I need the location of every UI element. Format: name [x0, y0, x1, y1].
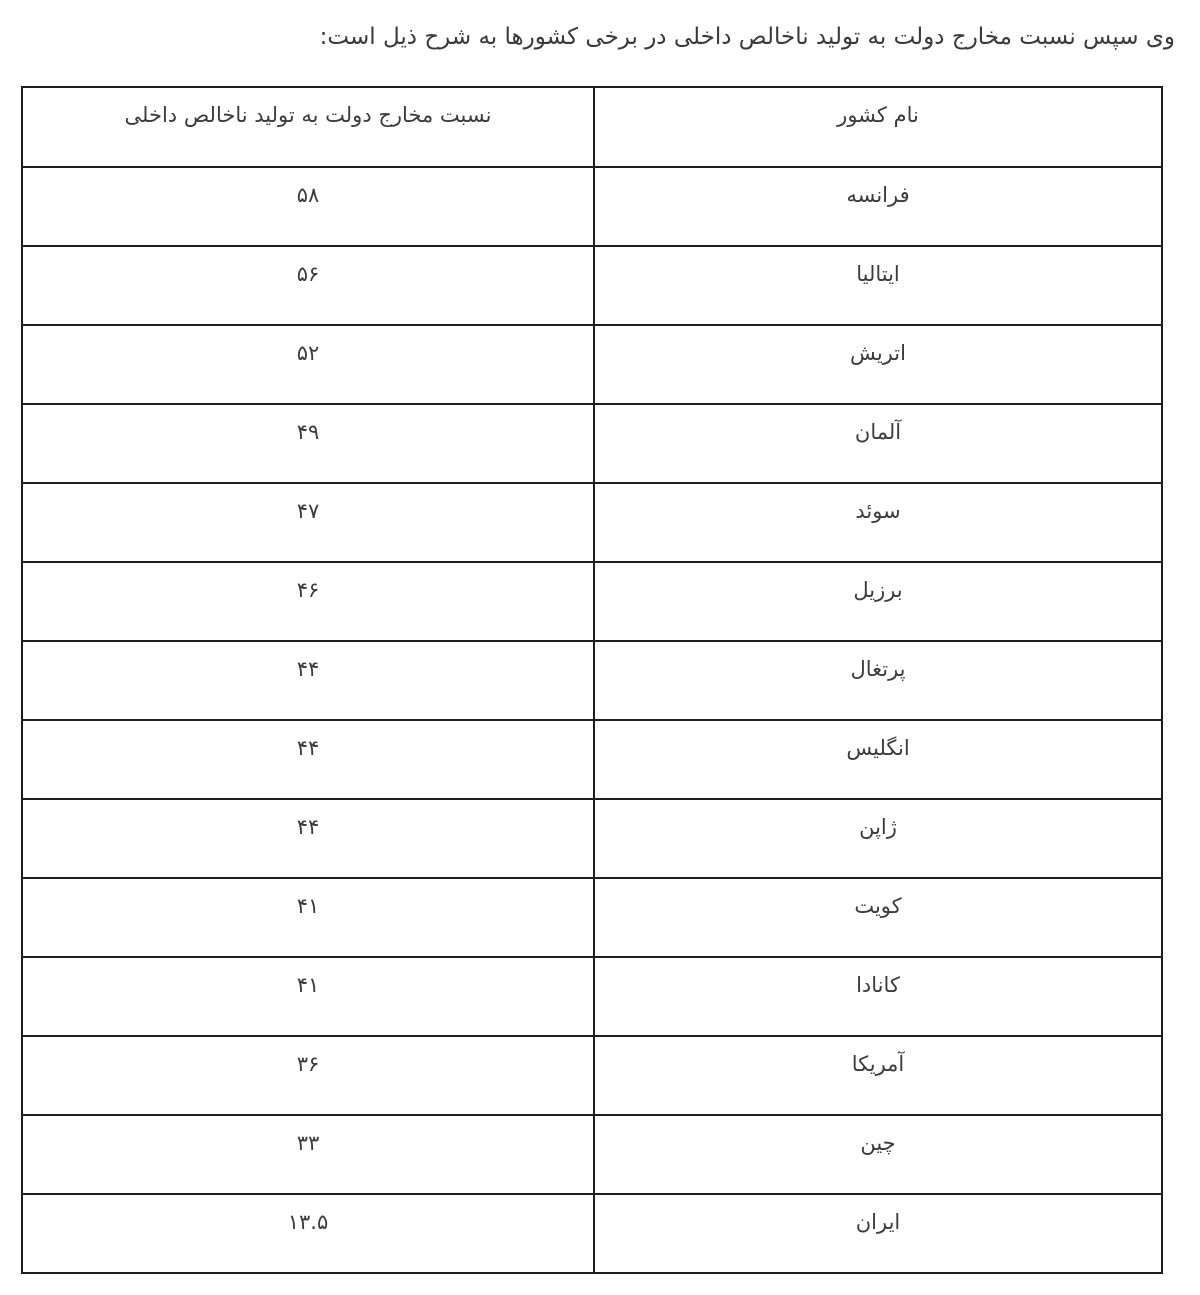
table-row: [22, 1194, 1162, 1273]
table-row: [22, 562, 1162, 641]
ratio-value-cell: ۳۳: [22, 1115, 594, 1194]
table-row: [22, 720, 1162, 799]
table-header-row: [22, 87, 1162, 167]
table-row: [22, 799, 1162, 878]
ratio-value-cell: ۴۴: [22, 720, 594, 799]
country-name-cell: ایتالیا: [594, 246, 1162, 325]
table-row: [22, 878, 1162, 957]
country-name-cell: آلمان: [594, 404, 1162, 483]
ratio-column-header: نسبت مخارج دولت به تولید ناخالص داخلی: [22, 87, 594, 167]
table-row: [22, 404, 1162, 483]
country-name-cell: چین: [594, 1115, 1162, 1194]
table-row: [22, 246, 1162, 325]
ratio-value-cell: ۴۹: [22, 404, 594, 483]
ratio-value-cell: ۵۸: [22, 167, 594, 246]
table-row: [22, 483, 1162, 562]
country-name-cell: ایران: [594, 1194, 1162, 1273]
country-name-cell: سوئد: [594, 483, 1162, 562]
table-row: [22, 167, 1162, 246]
ratio-value-cell: ۱۳.۵: [22, 1194, 594, 1273]
country-name-cell: برزیل: [594, 562, 1162, 641]
ratio-value-cell: ۴۱: [22, 878, 594, 957]
ratio-value-cell: ۴۴: [22, 799, 594, 878]
country-name-cell: فرانسه: [594, 167, 1162, 246]
ratio-value-cell: ۵۲: [22, 325, 594, 404]
country-name-cell: آمریکا: [594, 1036, 1162, 1115]
country-name-cell: ژاپن: [594, 799, 1162, 878]
table-row: [22, 957, 1162, 1036]
gov-expenditure-gdp-table: [21, 86, 1163, 1274]
ratio-value-cell: ۴۱: [22, 957, 594, 1036]
table-row: [22, 1115, 1162, 1194]
country-name-cell: کویت: [594, 878, 1162, 957]
ratio-value-cell: ۵۶: [22, 246, 594, 325]
ratio-value-cell: ۳۶: [22, 1036, 594, 1115]
table-body: [22, 167, 1162, 1273]
country-name-cell: پرتغال: [594, 641, 1162, 720]
country-name-cell: انگلیس: [594, 720, 1162, 799]
table-row: [22, 641, 1162, 720]
ratio-value-cell: ۴۶: [22, 562, 594, 641]
country-name-cell: کانادا: [594, 957, 1162, 1036]
country-column-header: نام کشور: [594, 87, 1162, 167]
ratio-value-cell: ۴۷: [22, 483, 594, 562]
ratio-value-cell: ۴۴: [22, 641, 594, 720]
country-name-cell: اتریش: [594, 325, 1162, 404]
table-row: [22, 325, 1162, 404]
intro-text: وی سپس نسبت مخارج دولت به تولید ناخالص داخلی در برخی کشورها به شرح ذیل است:: [319, 24, 1175, 50]
table-row: [22, 1036, 1162, 1115]
